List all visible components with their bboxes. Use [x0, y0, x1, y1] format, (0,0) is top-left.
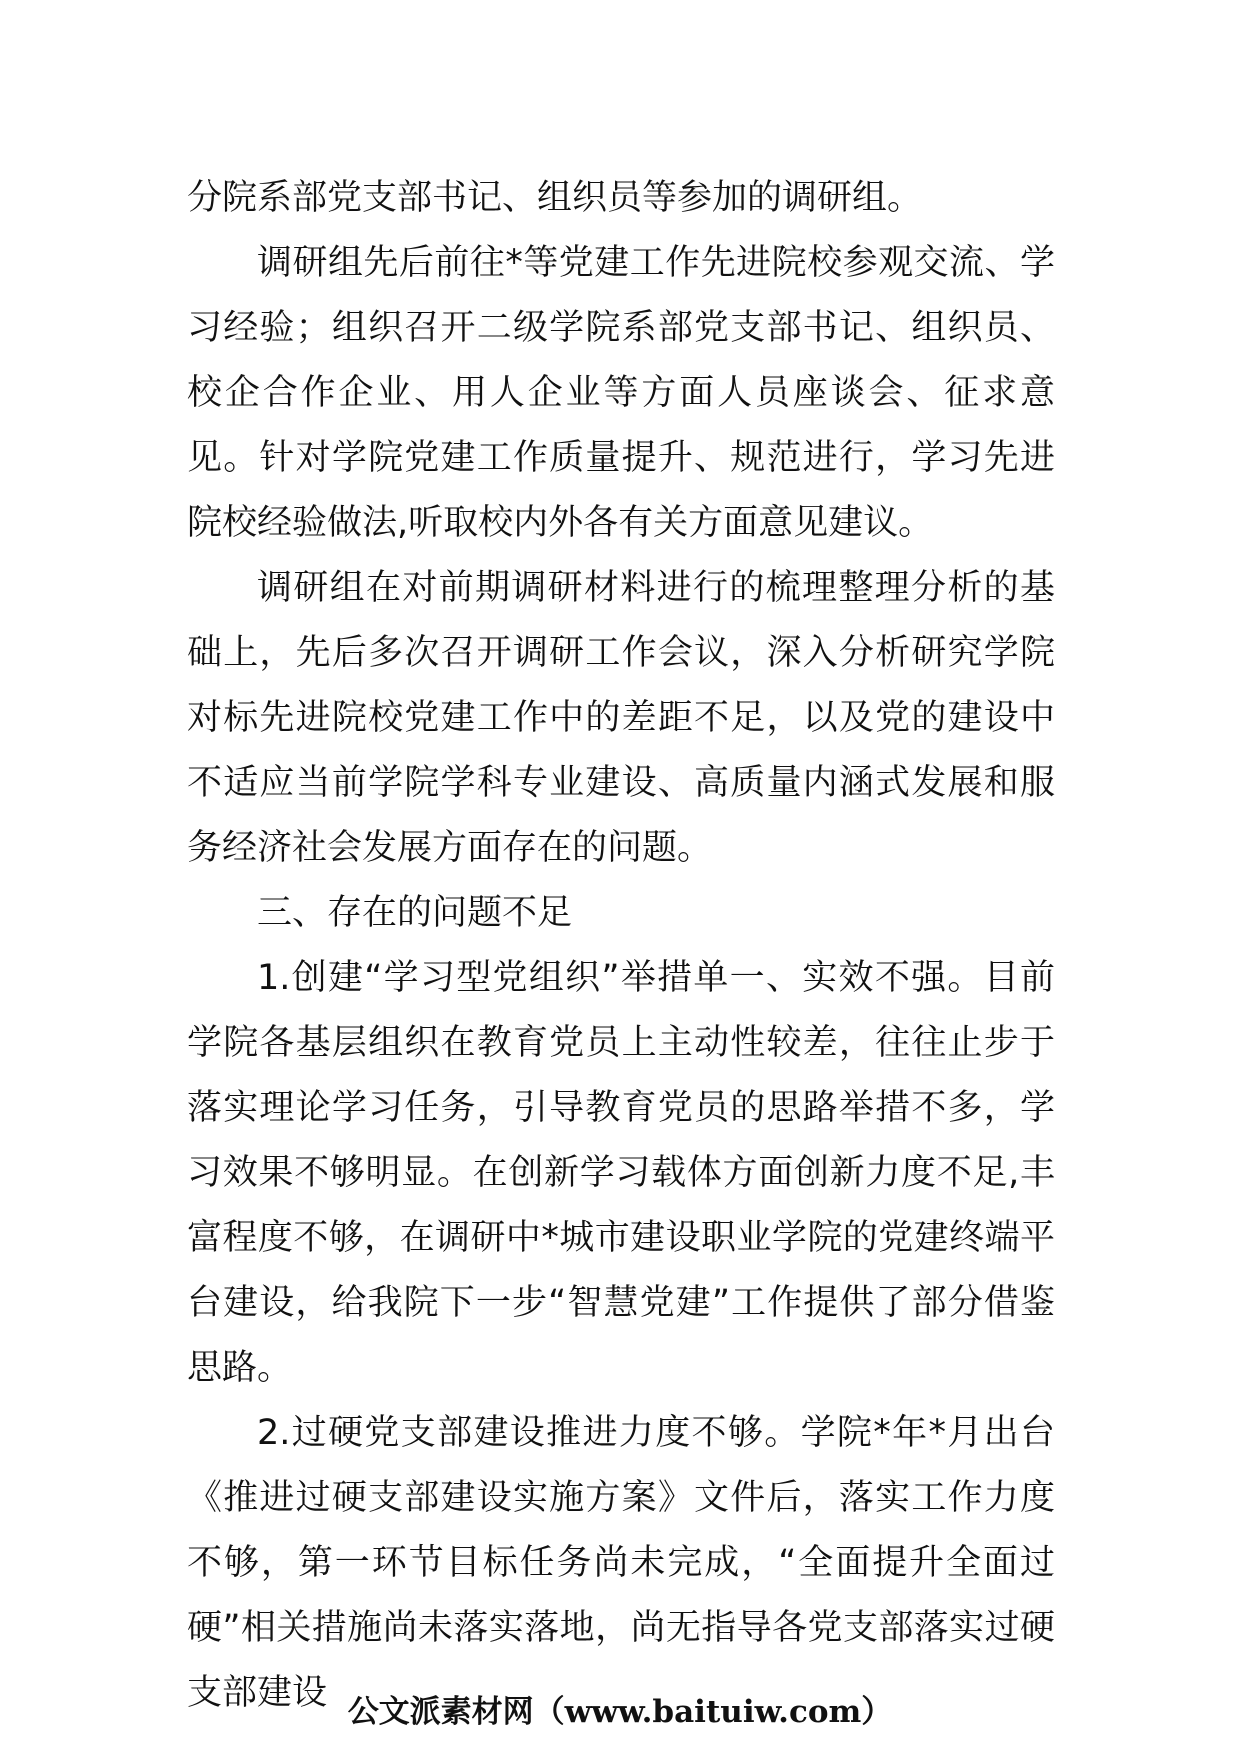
- paragraph-problem-1: 1.创建“学习型党组织”举措单一、实效不强。目前学院各基层组织在教育党员上主动性较差，往往止步于落实理论学习任务，引导教育党员的思路举措不多，学习效果不够明显。在创新学习载体方面创新力度不足,丰富程度不够，在调研中*城市建设职业学院的党建终端平台建设，给我院下一步“智慧党建”工作提供了部分借鉴思路。: [187, 958, 1055, 1388]
- footer-watermark: 公文派素材网（www.baituiw.com）: [347, 1694, 893, 1730]
- document-body: [187, 166, 1055, 1726]
- paragraph-continuation: 分院系部党支部书记、组织员等参加的调研组。: [187, 178, 923, 218]
- paragraph-problem-2: 2.过硬党支部建设推进力度不够。学院*年*月出台《推进过硬支部建设实施方案》文件后，落实工作力度不够，第一环节目标任务尚未完成，“全面提升全面过硬”相关措施尚未落实落地，尚无指导各党支部落实过硬支部建设: [187, 1413, 1055, 1713]
- paragraph-research-visits: 调研组先后前往*等党建工作先进院校参观交流、学习经验；组织召开二级学院系部党支部书记、组织员、校企合作企业、用人企业等方面人员座谈会、征求意见。针对学院党建工作质量提升、规范进行，学习先进院校经验做法,听取校内外各有关方面意见建议。: [187, 243, 1055, 543]
- paragraph-research-analysis: 调研组在对前期调研材料进行的梳理整理分析的基础上，先后多次召开调研工作会议，深入分析研究学院对标先进院校党建工作中的差距不足，以及党的建设中不适应当前学院学科专业建设、高质量内涵式发展和服务经济社会发展方面存在的问题。: [187, 568, 1055, 868]
- section-heading-problems: 三、存在的问题不足: [257, 893, 573, 933]
